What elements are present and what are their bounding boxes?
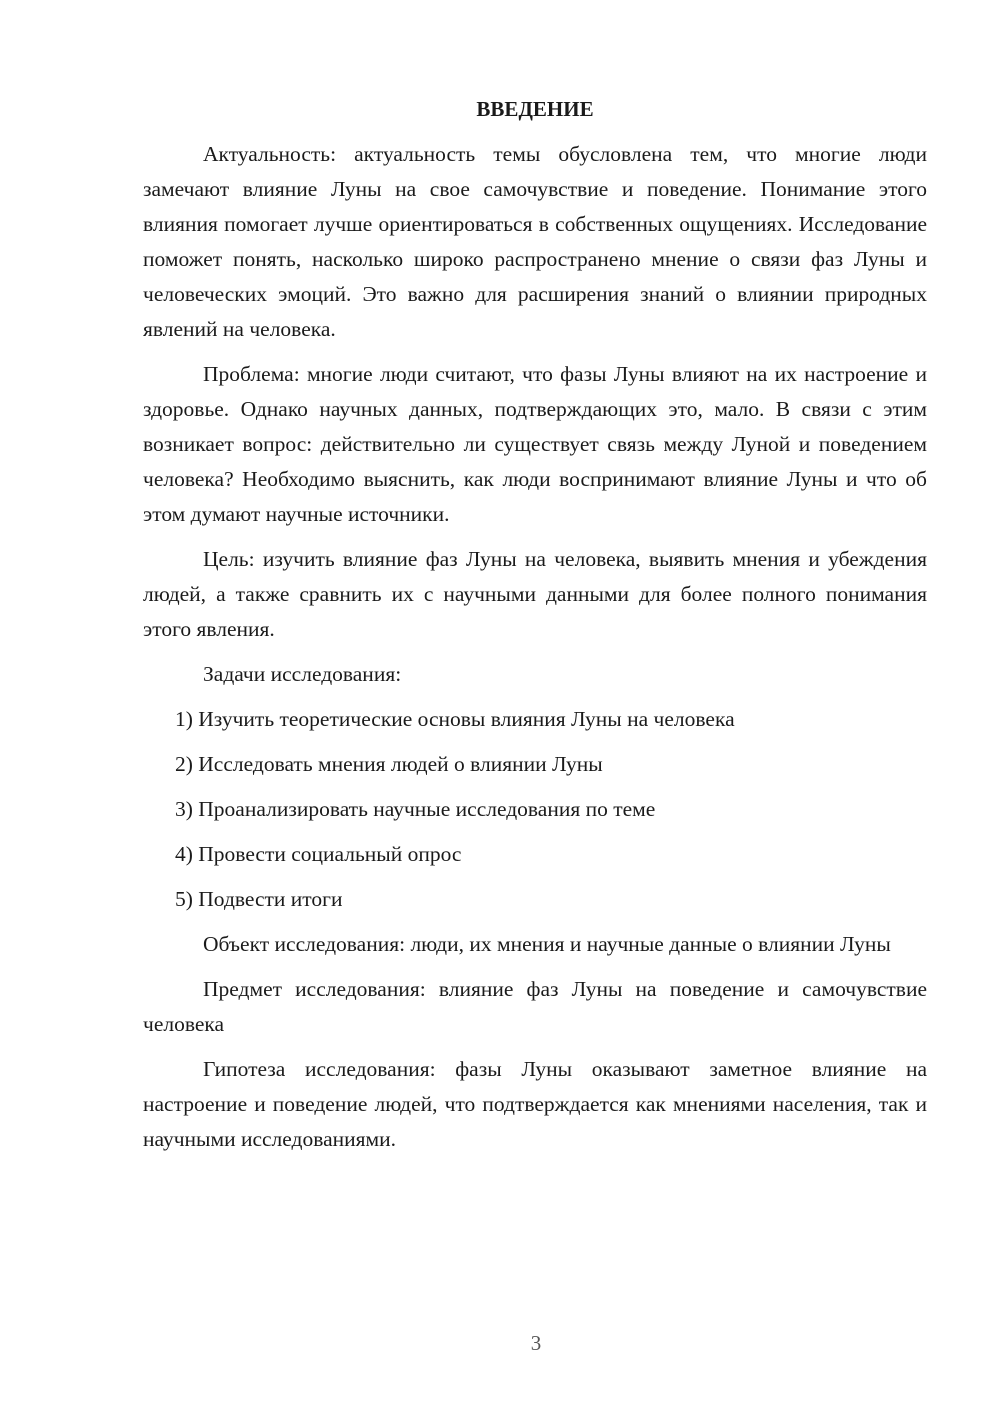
- list-item: 4) Провести социальный опрос: [175, 842, 462, 866]
- list-item: 2) Исследовать мнения людей о влиянии Луны: [175, 752, 603, 776]
- page-number: 3: [530, 1331, 542, 1355]
- tasks-heading: Задачи исследования:: [203, 662, 402, 686]
- problem-paragraph: Проблема: многие люди считают, что фазы Луны влияют на их настроение и здоровье. Однако научных данных, подтверждающих это, мало. В связи с этим возникает вопрос: действительно ли существует связь между Луной и поведением человека? Необходимо выяснить, как люди воспринимают влияние Луны и что об этом думают научные источники.: [143, 362, 927, 526]
- document-page: [143, 92, 927, 1167]
- tasks-list: [143, 702, 927, 917]
- subject-paragraph: Предмет исследования: влияние фаз Луны на поведение и самочувствие человека: [143, 977, 927, 1036]
- hypothesis-paragraph: Гипотеза исследования: фазы Луны оказывают заметное влияние на настроение и поведение людей, что подтверждается как мнениями населения, так и научными исследованиями.: [143, 1057, 927, 1151]
- list-item: 5) Подвести итоги: [175, 887, 343, 911]
- object-paragraph: Объект исследования: люди, их мнения и научные данные о влиянии Луны: [203, 932, 891, 956]
- relevance-paragraph: Актуальность: актуальность темы обусловлена тем, что многие люди замечают влияние Луны на свое самочувствие и поведение. Понимание этого влияния помогает лучше ориентироваться в собственных ощущениях. Исследование поможет понять, насколько широко распространено мнение о связи фаз Луны и человеческих эмоций. Это важно для расширения знаний о влиянии природных явлений на человека.: [143, 142, 927, 341]
- goal-paragraph: Цель: изучить влияние фаз Луны на человека, выявить мнения и убеждения людей, а также сравнить их с научными данными для более полного понимания этого явления.: [143, 547, 927, 641]
- list-item: 1) Изучить теоретические основы влияния Луны на человека: [175, 707, 735, 731]
- page-title: ВВЕДЕНИЕ: [476, 97, 594, 121]
- list-item: 3) Проанализировать научные исследования по теме: [175, 797, 656, 821]
